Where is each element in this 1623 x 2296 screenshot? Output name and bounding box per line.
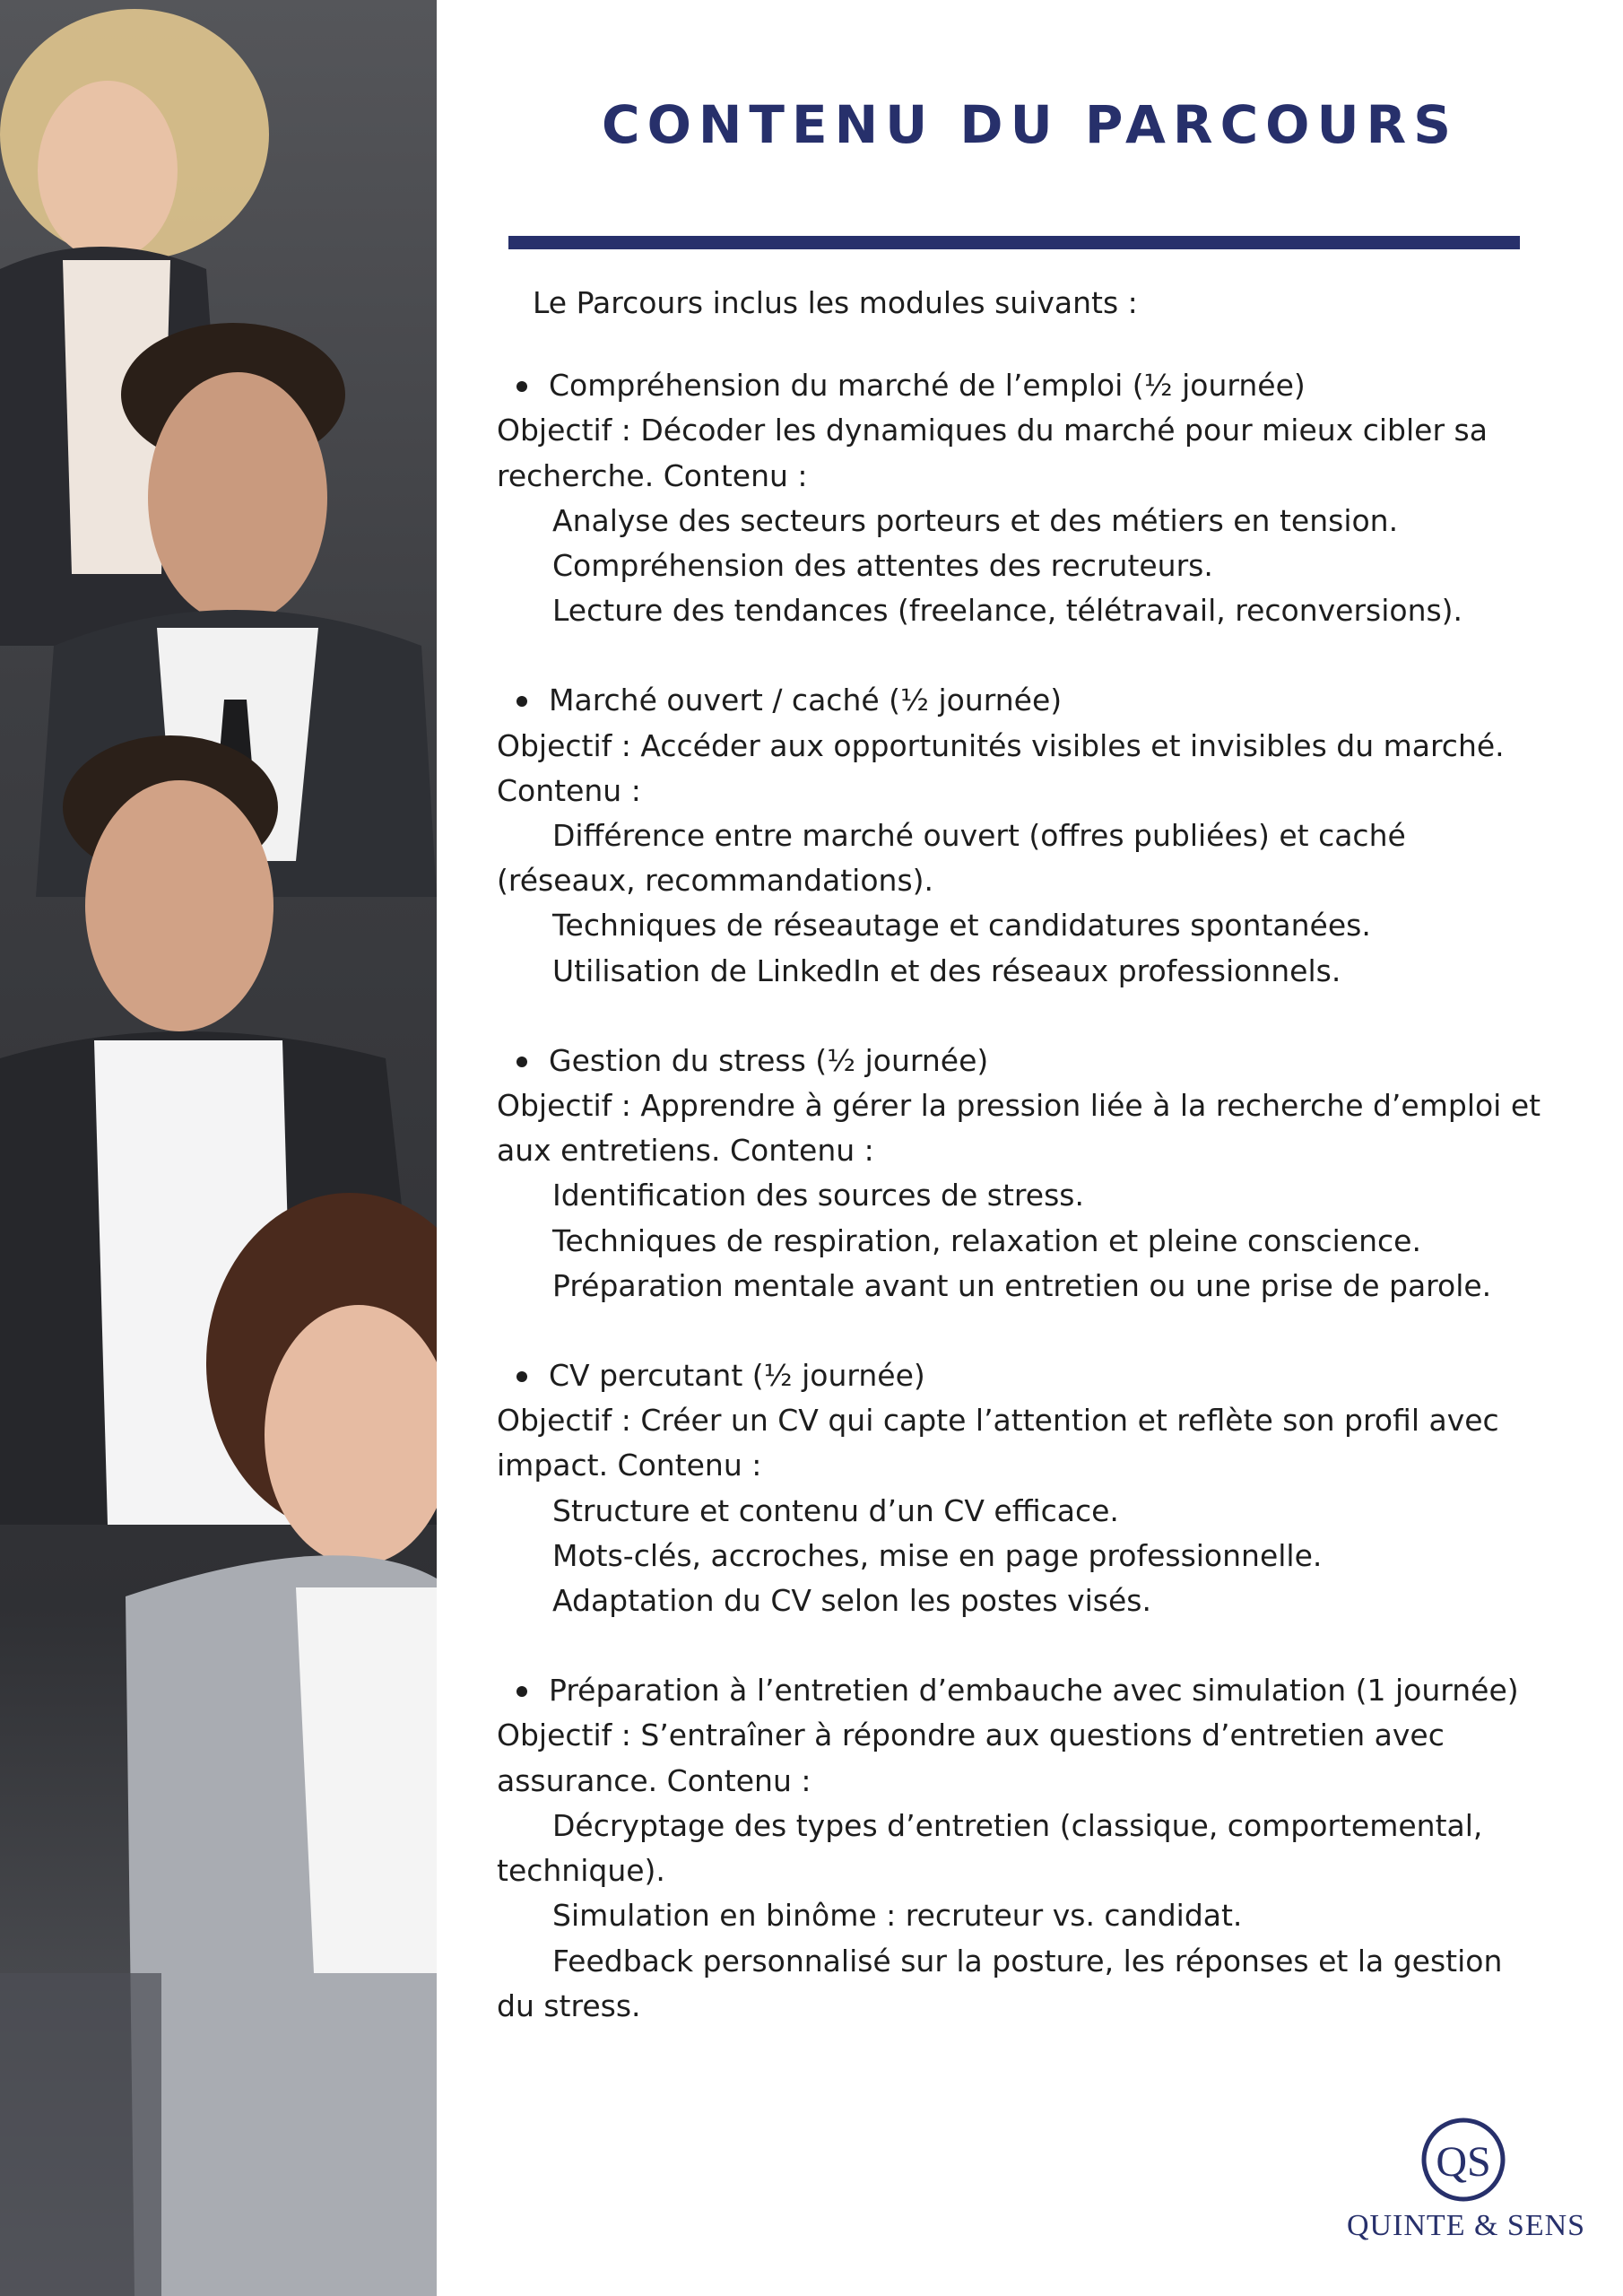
module-point: Lecture des tendances (freelance, télétravail, reconversions). <box>552 593 1463 629</box>
page-title: CONTENU DU PARCOURS <box>602 94 1458 155</box>
people-photo <box>0 0 437 2296</box>
module-title <box>497 363 1546 408</box>
module-objective: Objectif : Décoder les dynamiques du marché pour mieux cibler sa recherche. Contenu : <box>497 413 1488 493</box>
module-point: Analyse des secteurs porteurs et des métiers en tension. <box>552 502 1399 538</box>
module-item <box>497 363 1546 633</box>
module-point: Mots-clés, accroches, mise en page professionnelle. <box>552 1537 1323 1573</box>
module-point: Décryptage des types d’entretien (classique, comportemental, technique). <box>497 1807 1483 1889</box>
module-point: Compréhension des attentes des recruteurs. <box>552 548 1213 584</box>
module-point: Simulation en binôme : recruteur vs. candidat. <box>552 1898 1243 1934</box>
module-title <box>497 678 1546 723</box>
module-point: Adaptation du CV selon les postes visés. <box>552 1583 1151 1619</box>
brand-logo <box>1336 2117 1605 2251</box>
logo-monogram: QS <box>1436 2138 1491 2186</box>
module-point: Techniques de respiration, relaxation et pleine conscience. <box>552 1222 1421 1258</box>
content-column <box>437 0 1623 2296</box>
module-point: Structure et contenu d’un CV efficace. <box>552 1492 1119 1528</box>
module-point: Utilisation de LinkedIn et des réseaux professionnels. <box>552 952 1341 988</box>
module-objective: Objectif : Créer un CV qui capte l’attention et reflète son profil avec impact. Contenu : <box>497 1403 1499 1483</box>
module-item <box>497 678 1546 993</box>
module-title <box>497 1353 1546 1398</box>
module-title-text: Préparation à l’entretien d’embauche avec simulation (1 journée) <box>549 1673 1519 1709</box>
module-objective: Objectif : Apprendre à gérer la pression liée à la recherche d’emploi et aux entretiens. Contenu : <box>497 1088 1541 1169</box>
module-title <box>497 1039 1546 1083</box>
module-list <box>497 281 1546 2074</box>
module-item <box>497 1039 1546 1309</box>
bullet-icon <box>516 1686 527 1697</box>
bullet-icon <box>516 1371 527 1382</box>
title-divider <box>508 236 1520 249</box>
module-title <box>497 1668 1546 1713</box>
bullet-icon <box>516 1057 527 1067</box>
module-title-text: Gestion du stress (½ journée) <box>549 1042 989 1078</box>
people-photo-illustration <box>0 0 437 2296</box>
module-point: Feedback personnalisé sur la posture, les réponses et la gestion du stress. <box>497 1943 1503 2023</box>
bullet-icon <box>516 381 527 392</box>
module-point: Préparation mentale avant un entretien ou une prise de parole. <box>552 1267 1492 1303</box>
module-point: Identification des sources de stress. <box>552 1178 1084 1213</box>
bullet-icon <box>516 696 527 707</box>
module-title-text: Marché ouvert / caché (½ journée) <box>549 683 1063 718</box>
module-objective: Objectif : Accéder aux opportunités visibles et invisibles du marché. Contenu : <box>497 727 1505 808</box>
qs-monogram-icon <box>1414 2117 1513 2206</box>
module-point: Différence entre marché ouvert (offres publiées) et caché (réseaux, recommandations). <box>497 818 1406 899</box>
module-objective: Objectif : S’entraîner à répondre aux questions d’entretien avec assurance. Contenu : <box>497 1718 1445 1798</box>
module-title-text: CV percutant (½ journée) <box>549 1358 925 1394</box>
logo-wordmark: QUINTE & SENS <box>1346 2209 1586 2242</box>
intro-text: Le Parcours inclus les modules suivants : <box>533 285 1138 320</box>
module-point: Techniques de réseautage et candidatures spontanées. <box>552 908 1371 944</box>
module-item <box>497 1668 1546 2029</box>
module-title-text: Compréhension du marché de l’emploi (½ journée) <box>549 368 1306 404</box>
module-item <box>497 1353 1546 1623</box>
